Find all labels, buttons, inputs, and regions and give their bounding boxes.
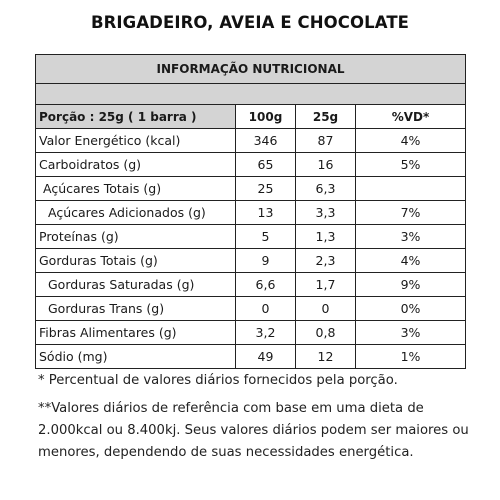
row-value-vd: 7%: [356, 201, 466, 225]
row-value-vd: 0%: [356, 297, 466, 321]
row-label: Açúcares Totais (g): [36, 177, 236, 201]
row-value-vd: 1%: [356, 345, 466, 369]
row-label: Sódio (mg): [36, 345, 236, 369]
row-value-25g: 1,3: [296, 225, 356, 249]
table-row: [36, 129, 466, 153]
row-value-25g: 3,3: [296, 201, 356, 225]
portion-label: Porção : 25g ( 1 barra ): [36, 105, 236, 129]
table-row: [36, 297, 466, 321]
row-value-25g: 2,3: [296, 249, 356, 273]
row-value-vd: 5%: [356, 153, 466, 177]
row-value-100g: 65: [236, 153, 296, 177]
row-value-vd: 4%: [356, 129, 466, 153]
row-label: Fibras Alimentares (g): [36, 321, 236, 345]
table-row: [36, 345, 466, 369]
row-value-vd: 4%: [356, 249, 466, 273]
table-row: [36, 177, 466, 201]
table-header: INFORMAÇÃO NUTRICIONAL: [36, 55, 466, 84]
product-title: BRIGADEIRO, AVEIA E CHOCOLATE: [90, 13, 410, 32]
row-value-100g: 9: [236, 249, 296, 273]
row-value-25g: 0: [296, 297, 356, 321]
row-label: Gorduras Saturadas (g): [36, 273, 236, 297]
row-value-25g: 16: [296, 153, 356, 177]
table-row: [36, 153, 466, 177]
row-value-100g: 346: [236, 129, 296, 153]
row-value-25g: 12: [296, 345, 356, 369]
row-value-vd: 9%: [356, 273, 466, 297]
row-label: Gorduras Trans (g): [36, 297, 236, 321]
row-value-25g: 6,3: [296, 177, 356, 201]
footnote-reference: **Valores diários de referência com base em uma dieta de 2.000kcal ou 8.400kj. Seus valores diários podem ser maiores ou menores, dependendo de suas necessidades energética.: [38, 401, 469, 460]
table-row: [36, 273, 466, 297]
table-row: [36, 201, 466, 225]
row-label: Proteínas (g): [36, 225, 236, 249]
row-value-100g: 13: [236, 201, 296, 225]
nutrition-table: [35, 54, 466, 369]
table-row: [36, 225, 466, 249]
row-label: Valor Energético (kcal): [36, 129, 236, 153]
row-label: Gorduras Totais (g): [36, 249, 236, 273]
row-value-25g: 87: [296, 129, 356, 153]
row-value-100g: 5: [236, 225, 296, 249]
row-value-vd: 3%: [356, 225, 466, 249]
row-value-100g: 6,6: [236, 273, 296, 297]
table-gap-row: [36, 84, 466, 105]
row-value-100g: 25: [236, 177, 296, 201]
table-header-row: [36, 55, 466, 84]
table-row: [36, 321, 466, 345]
row-value-25g: 1,7: [296, 273, 356, 297]
footnote-percent: * Percentual de valores diários fornecidos pela porção.: [38, 373, 398, 388]
column-100g: 100g: [236, 105, 296, 129]
row-value-100g: 3,2: [236, 321, 296, 345]
column-header-row: [36, 105, 466, 129]
row-label: Açúcares Adicionados (g): [36, 201, 236, 225]
footnotes: [38, 370, 478, 470]
row-value-vd: 3%: [356, 321, 466, 345]
row-value-vd: [356, 177, 466, 201]
table-row: [36, 249, 466, 273]
column-vd: %VD*: [356, 105, 466, 129]
column-25g: 25g: [296, 105, 356, 129]
row-label: Carboidratos (g): [36, 153, 236, 177]
row-value-100g: 0: [236, 297, 296, 321]
row-value-25g: 0,8: [296, 321, 356, 345]
row-value-100g: 49: [236, 345, 296, 369]
